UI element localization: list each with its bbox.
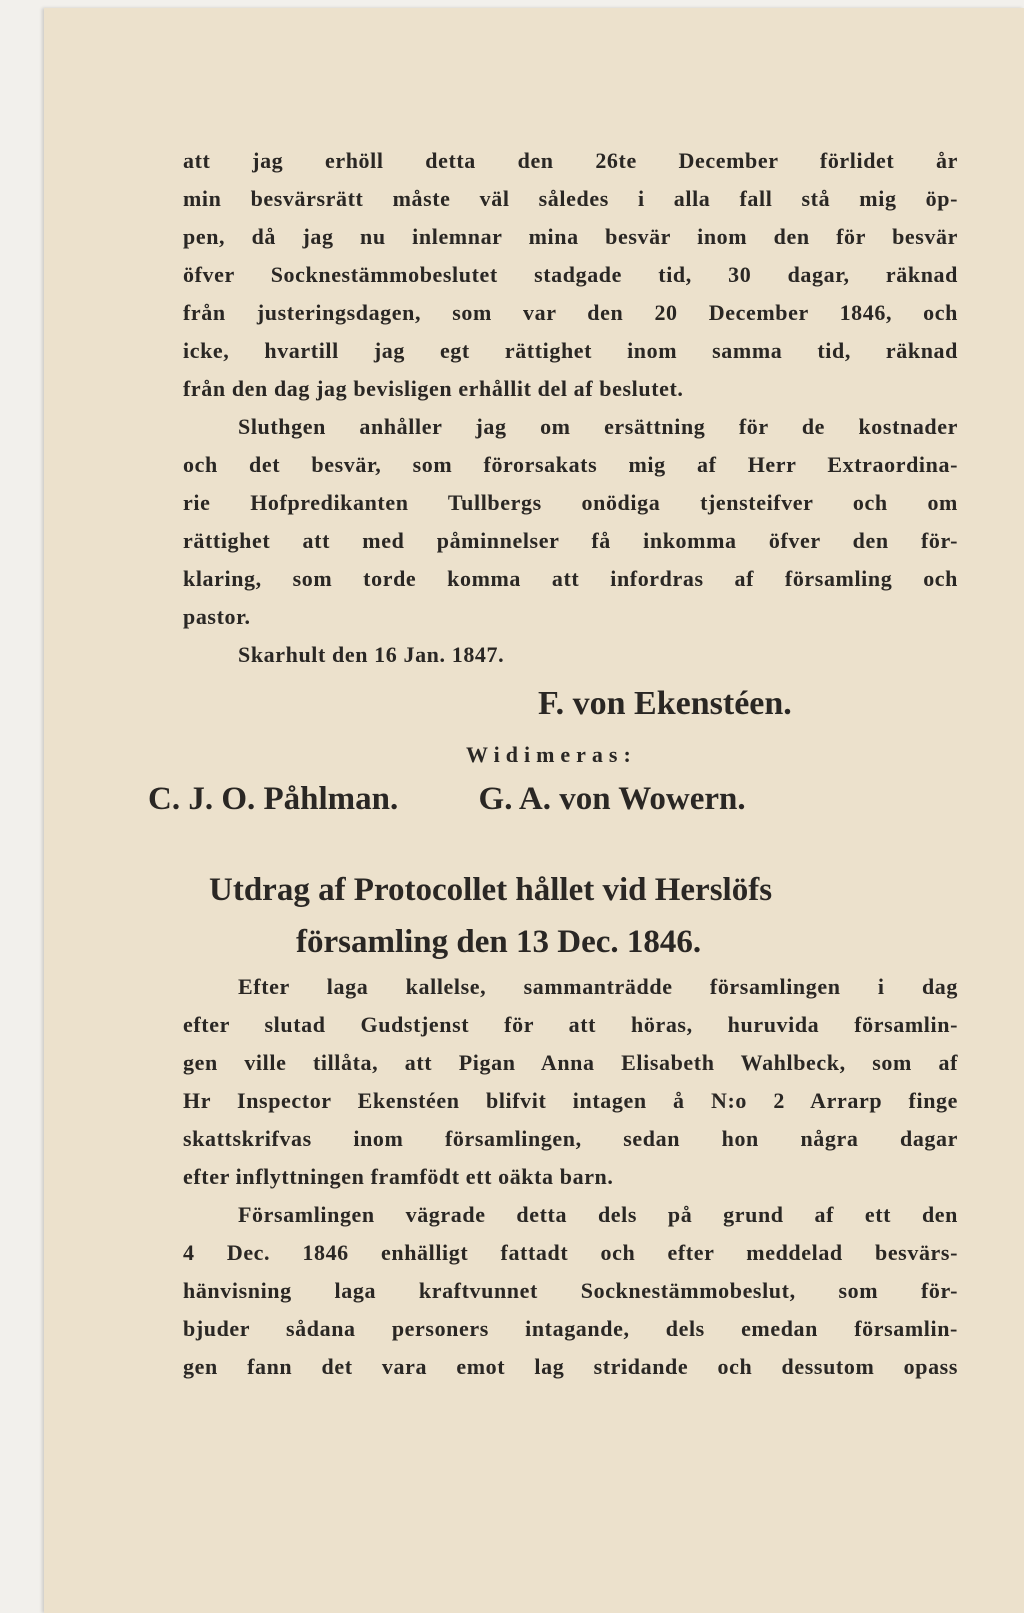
text-line: från den dag jag bevisligen erhållit del af beslutet.	[183, 376, 684, 401]
text-line: Efter laga kallelse, sammanträdde församlingen i dag	[238, 974, 958, 999]
text-line: skattskrifvas inom församlingen, sedan hon några dagar	[183, 1126, 958, 1151]
paragraph-2	[183, 408, 958, 636]
text-line: rie Hofpredikanten Tullbergs onödiga tjensteifver och om	[183, 490, 958, 515]
text-line: gen ville tillåta, att Pigan Anna Elisabeth Wahlbeck, som af	[183, 1050, 958, 1075]
attested-label: Widimeras:	[466, 742, 637, 767]
paragraph-3	[183, 968, 958, 1196]
text-line: från justeringsdagen, som var den 20 December 1846, och	[183, 300, 958, 325]
text-line: Församlingen vägrade detta dels på grund af ett den	[238, 1202, 958, 1227]
text-line: Hr Inspector Ekenstéen blifvit intagen å N:o 2 Arrarp finge	[183, 1088, 958, 1113]
section-heading: Utdrag af Protocollet hållet vid Herslöfs	[209, 872, 773, 908]
text-line: bjuder sådana personers intagande, dels emedan församlin-	[183, 1316, 958, 1341]
text-line: öfver Socknestämmobeslutet stadgade tid, 30 dagar, räknad	[183, 262, 958, 287]
paragraph-4	[183, 1196, 958, 1386]
text-line: efter slutad Gudstjenst för att höras, huruvida församlin-	[183, 1012, 958, 1037]
text-line: klaring, som torde komma att infordras af församling och	[183, 566, 958, 591]
document-text	[148, 142, 958, 1386]
text-line: att jag erhöll detta den 26te December förlidet år	[183, 148, 958, 173]
text-line: efter inflyttningen framfödt ett oäkta barn.	[183, 1164, 614, 1189]
text-line: icke, hvartill jag egt rättighet inom samma tid, räknad	[183, 338, 958, 363]
text-line: rättighet att med påminnelser få inkomma öfver den för-	[183, 528, 958, 553]
witness-1: C. J. O. Påhlman.	[148, 781, 399, 817]
text-line: hänvisning laga kraftvunnet Socknestämmobeslut, som för-	[183, 1278, 958, 1303]
witness-2: G. A. von Wowern.	[478, 781, 746, 817]
text-line: pen, då jag nu inlemnar mina besvär inom den för besvär	[183, 224, 958, 249]
section-heading-date: församling den 13 Dec. 1846.	[296, 924, 702, 960]
text-line: gen fann det vara emot lag stridande och dessutom opass	[183, 1354, 958, 1379]
text-line: pastor.	[183, 604, 251, 629]
place-date: Skarhult den 16 Jan. 1847.	[238, 642, 505, 667]
signature: F. von Ekenstéen.	[538, 685, 792, 722]
text-line: 4 Dec. 1846 enhälligt fattadt och efter meddelad besvärs-	[183, 1240, 958, 1265]
text-line: och det besvär, som förorsakats mig af Herr Extraordina-	[183, 452, 958, 477]
text-line: Sluthgen anhåller jag om ersättning för de kostnader	[238, 414, 958, 439]
text-line: min besvärsrätt måste väl således i alla fall stå mig öp-	[183, 186, 958, 211]
witness-names	[148, 776, 958, 822]
paragraph-1	[183, 142, 958, 408]
